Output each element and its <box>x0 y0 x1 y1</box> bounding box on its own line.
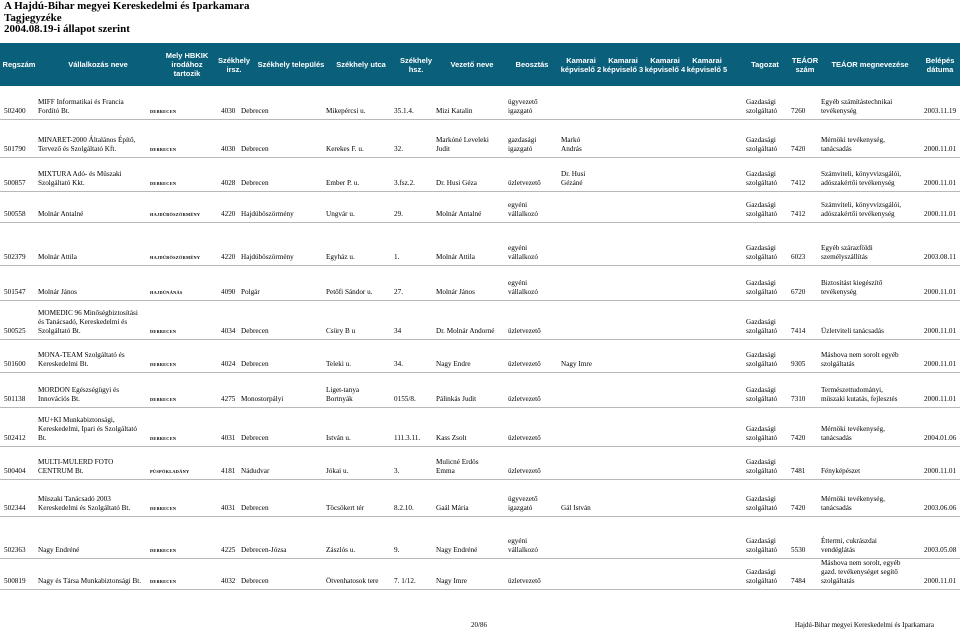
join-date: 2003.06.06 <box>924 504 957 512</box>
header-beosztas: Beosztás <box>515 60 549 69</box>
zip-code: 4225 <box>221 546 236 554</box>
regszam-cell: 501600 <box>4 360 26 368</box>
house-number: 34 <box>394 327 402 335</box>
street: Csüry B u <box>326 327 356 335</box>
regszam-cell: 500819 <box>4 577 26 585</box>
header-teor-nev: TEÁOR megnevezése <box>831 60 909 69</box>
teor-code: 7420 <box>791 434 806 442</box>
representative-2: Dr. Husi Gézáné <box>561 170 586 187</box>
teor-name: Biztosítást kiegészítő tevékenység <box>821 279 883 296</box>
header-belepes: Belépés dátuma <box>925 55 955 74</box>
title-line-1: A Hajdú-Bihar megyei Kereskedelmi és Iparkamara <box>4 0 250 12</box>
company-name: MINARET-2000 Általános Építő, Tervező és Szolgáltató Kft. <box>38 136 136 153</box>
teor-name: Mérnöki tevékenység, tanácsadás <box>821 495 885 512</box>
company-name: MIXTURA Adó- és Müszaki Szolgáltató Kkt. <box>38 170 122 187</box>
header-kk5: Kamarai képviselő 5 <box>686 55 728 74</box>
table-row <box>0 300 960 340</box>
regszam-cell: 502412 <box>4 434 26 442</box>
manager-name: Dr. Molnár Andorné <box>436 327 495 335</box>
section: Gazdasági szolgáltató <box>746 279 778 296</box>
house-number: 3.fsz.2. <box>394 179 415 187</box>
teor-code: 7412 <box>791 179 806 187</box>
header-telepules: Székhely település <box>257 60 325 69</box>
join-date: 2000.11.01 <box>924 145 957 153</box>
house-number: 111.3.11. <box>394 434 421 442</box>
city-name: Hajdúböszörmény <box>241 210 294 218</box>
position: egyéni vállalkozó <box>508 279 538 296</box>
header-kk2: Kamarai képviselő 2 <box>560 55 602 74</box>
zip-code: 4028 <box>221 179 236 187</box>
house-number: 1. <box>394 253 400 261</box>
office-city: PÜSPÖKLADÁNY <box>150 469 190 474</box>
header-teor-szam: TEÁOR szám <box>791 55 819 74</box>
join-date: 2004.01.06 <box>924 434 957 442</box>
representative-2: Markó András <box>561 136 582 153</box>
teor-code: 7484 <box>791 577 806 585</box>
city-name: Polgár <box>241 288 260 296</box>
manager-name: Nagy Endre <box>436 360 471 368</box>
header-irsz: Székhely irsz. <box>217 55 251 74</box>
office-city: DEBRECEN <box>150 579 177 584</box>
teor-name: Máshova nem sorolt, egyéb gazd. tevékenységet segítő szolgáltatás <box>821 559 901 585</box>
zip-code: 4275 <box>221 395 236 403</box>
zip-code: 4220 <box>221 253 236 261</box>
regszam-cell: 500525 <box>4 327 26 335</box>
manager-name: Molnár Antalné <box>436 210 482 218</box>
company-name: Molnár Attila <box>38 253 77 261</box>
join-date: 2000.11.01 <box>924 288 957 296</box>
house-number: 29. <box>394 210 403 218</box>
manager-name: Nagy Imre <box>436 577 467 585</box>
position: üzletvezető <box>508 179 541 187</box>
house-number: 7. 1/12. <box>394 577 416 585</box>
city-name: Debrecen <box>241 434 269 442</box>
office-city: DEBRECEN <box>150 181 177 186</box>
street: Liget-tanya Bortnyák <box>326 386 360 403</box>
house-number: 34. <box>394 360 403 368</box>
table-row <box>0 558 960 590</box>
zip-code: 4181 <box>221 467 236 475</box>
section: Gazdasági szolgáltató <box>746 351 778 368</box>
position: üzletvezető <box>508 360 541 368</box>
section: Gazdasági szolgáltató <box>746 318 778 335</box>
join-date: 2003.08.11 <box>924 253 957 261</box>
teor-name: Üzletviteli tanácsadás <box>821 327 884 335</box>
street: Zászlós u. <box>326 546 356 554</box>
house-number: 0155/8. <box>394 395 416 403</box>
position: ügyvezető igazgató <box>508 495 538 512</box>
teor-name: Fényképészet <box>821 467 861 475</box>
position: egyéni vállalkozó <box>508 537 538 554</box>
zip-code: 4031 <box>221 504 236 512</box>
zip-code: 4220 <box>221 210 236 218</box>
office-city: DEBRECEN <box>150 147 177 152</box>
office-city: DEBRECEN <box>150 362 177 367</box>
office-city: HAJDÚBÖSZÖRMÉNY <box>150 255 201 260</box>
table-header <box>0 43 960 86</box>
position: gazdasági igazgató <box>508 136 537 153</box>
teor-name: Máshova nem sorolt egyéb szolgáltatás <box>821 351 899 368</box>
zip-code: 4090 <box>221 288 236 296</box>
header-tagozat: Tagozat <box>751 60 779 69</box>
office-city: DEBRECEN <box>150 397 177 402</box>
header-utca: Székhely utca <box>336 60 386 69</box>
section: Gazdasági szolgáltató <box>746 244 778 261</box>
join-date: 2000.11.01 <box>924 467 957 475</box>
company-name: MONA-TEAM Szolgáltató és Kereskedelmi Bt. <box>38 351 125 368</box>
city-name: Monostorpályi <box>241 395 284 403</box>
position: üzletvezető <box>508 327 541 335</box>
manager-name: Nagy Endréné <box>436 546 478 554</box>
street: István u. <box>326 434 351 442</box>
manager-name: Mizi Katalin <box>436 107 473 115</box>
office-city: DEBRECEN <box>150 329 177 334</box>
zip-code: 4030 <box>221 107 236 115</box>
company-name: Nagy és Társa Munkabiztonsági Bt. <box>38 577 142 585</box>
teor-code: 7420 <box>791 504 806 512</box>
section: Gazdasági szolgáltató <box>746 537 778 554</box>
company-name: Molnár Antalné <box>38 210 84 218</box>
city-name: Debrecen <box>241 577 269 585</box>
street: Töcsökert tér <box>326 504 365 512</box>
footer-source: Hajdú-Bihar megyei Kereskedelmi és Iparkamara <box>794 621 934 629</box>
table-row <box>0 446 960 480</box>
teor-name: Számviteli, könyvvizsgálói, adószakértői tevékenység <box>821 170 902 187</box>
table-row <box>0 265 960 301</box>
company-name: MU+KI Munkabiztonsági, Kereskedelmi, Ipari és Szolgáltató Bt. <box>38 416 137 442</box>
position: üzletvezető <box>508 467 541 475</box>
regszam-cell: 501547 <box>4 288 26 296</box>
city-name: Debrecen <box>241 360 269 368</box>
section: Gazdasági szolgáltató <box>746 201 778 218</box>
company-name: Molnár János <box>38 288 77 296</box>
header-vezeto: Vezető neve <box>450 60 494 69</box>
street: Jókai u. <box>326 467 349 475</box>
street: Ötvenhatosok tere <box>326 577 379 585</box>
zip-code: 4024 <box>221 360 236 368</box>
regszam-cell: 500404 <box>4 467 26 475</box>
teor-code: 7420 <box>791 145 806 153</box>
position: egyéni vállalkozó <box>508 201 538 218</box>
office-city: DEBRECEN <box>150 109 177 114</box>
house-number: 27. <box>394 288 403 296</box>
teor-name: Mérnöki tevékenység, tanácsadás <box>821 136 885 153</box>
join-date: 2000.11.01 <box>924 210 957 218</box>
city-name: Hajdúböszörmény <box>241 253 294 261</box>
office-city: DEBRECEN <box>150 506 177 511</box>
teor-code: 6023 <box>791 253 806 261</box>
zip-code: 4030 <box>221 145 236 153</box>
teor-name: Egyéb szárazföldi személyszállítás <box>821 244 873 261</box>
street: Mikepércsi u. <box>326 107 366 115</box>
teor-code: 7481 <box>791 467 806 475</box>
teor-code: 7310 <box>791 395 806 403</box>
table-row <box>0 157 960 192</box>
zip-code: 4034 <box>221 327 236 335</box>
teor-name: Mérnöki tevékenység, tanácsadás <box>821 425 885 442</box>
city-name: Debrecen <box>241 145 269 153</box>
table-row <box>0 222 960 266</box>
table-row <box>0 88 960 120</box>
join-date: 2000.11.01 <box>924 179 957 187</box>
office-city: HAJDÚNÁNÁS <box>150 290 183 295</box>
regszam-cell: 501138 <box>4 395 26 403</box>
street: Petőfi Sándor u. <box>326 288 373 296</box>
company-name: MIFF Informatikai és Francia Fordító Bt. <box>38 98 124 115</box>
office-city: DEBRECEN <box>150 436 177 441</box>
page-number: 20/86 <box>471 621 487 629</box>
city-name: Debrecen <box>241 327 269 335</box>
teor-code: 7414 <box>791 327 806 335</box>
regszam-cell: 502344 <box>4 504 26 512</box>
table-row <box>0 191 960 223</box>
city-name: Debrecen <box>241 107 269 115</box>
table-row <box>0 516 960 559</box>
regszam-cell: 500857 <box>4 179 26 187</box>
manager-name: Molnár János <box>436 288 475 296</box>
city-name: Debrecen-Józsa <box>241 546 287 554</box>
document-title <box>4 1 250 36</box>
section: Gazdasági szolgáltató <box>746 568 778 585</box>
header-kk3: Kamarai képviselő 3 <box>602 55 644 74</box>
house-number: 35.1.4. <box>394 107 414 115</box>
teor-name: Természettudományi, müszaki kutatás, fejlesztés <box>821 386 898 403</box>
city-name: Debrecen <box>241 179 269 187</box>
header-vallalkozas: Vállalkozás neve <box>68 60 128 69</box>
house-number: 3. <box>394 467 400 475</box>
section: Gazdasági szolgáltató <box>746 136 778 153</box>
table-row <box>0 339 960 373</box>
zip-code: 4031 <box>221 434 236 442</box>
section: Gazdasági szolgáltató <box>746 458 778 475</box>
company-name: MORDON Egészségügyi és Innovációs Bt. <box>38 386 120 403</box>
join-date: 2000.11.01 <box>924 327 957 335</box>
position: üzletvezető <box>508 434 541 442</box>
section: Gazdasági szolgáltató <box>746 170 778 187</box>
section: Gazdasági szolgáltató <box>746 425 778 442</box>
street: Kerekes F. u. <box>326 145 364 153</box>
representative-2: Nagy Imre <box>561 360 592 368</box>
section: Gazdasági szolgáltató <box>746 386 778 403</box>
company-name: MOMEDIC 96 Minőségbiztosítási és Tanácsadó, Kereskedelmi és Szolgáltató Bt. <box>38 309 138 335</box>
teor-code: 9305 <box>791 360 806 368</box>
street: Ember P. u. <box>326 179 360 187</box>
position: üzletvezető <box>508 577 541 585</box>
header-kk4: Kamarai képviselő 4 <box>644 55 686 74</box>
office-city: HAJDÚBÖSZÖRMÉNY <box>150 212 201 217</box>
regszam-cell: 502400 <box>4 107 26 115</box>
manager-name: Mulicné Erdös Emma <box>436 458 479 475</box>
table-row <box>0 372 960 408</box>
join-date: 2000.11.01 <box>924 577 957 585</box>
company-name: Nagy Endréné <box>38 546 80 554</box>
table-row <box>0 407 960 447</box>
regszam-cell: 501790 <box>4 145 26 153</box>
table-row <box>0 479 960 517</box>
position: üzletvezető <box>508 395 541 403</box>
teor-code: 7412 <box>791 210 806 218</box>
teor-name: Egyéb számítástechnikai tevékenység <box>821 98 893 115</box>
street: Egyház u. <box>326 253 355 261</box>
house-number: 8.2.10. <box>394 504 414 512</box>
section: Gazdasági szolgáltató <box>746 98 778 115</box>
manager-name: Kass Zsolt <box>436 434 467 442</box>
manager-name: Pálinkás Judit <box>436 395 477 403</box>
office-city: DEBRECEN <box>150 548 177 553</box>
join-date: 2000.11.01 <box>924 360 957 368</box>
company-name: Müszaki Tanácsadó 2003 Kereskedelmi és Szolgáltató Bt. <box>38 495 131 512</box>
manager-name: Molnár Attila <box>436 253 475 261</box>
teor-name: Éttermi, cukrászdai vendéglátás <box>821 537 877 554</box>
title-line-3: 2004.08.19-i állapot szerint <box>4 23 130 35</box>
position: egyéni vállalkozó <box>508 244 538 261</box>
zip-code: 4032 <box>221 577 236 585</box>
join-date: 2003.11.19 <box>924 107 957 115</box>
house-number: 32. <box>394 145 403 153</box>
section: Gazdasági szolgáltató <box>746 495 778 512</box>
header-regszam: Regszám <box>2 60 36 69</box>
header-hsz: Székhely hsz. <box>399 55 433 74</box>
city-name: Debrecen <box>241 504 269 512</box>
title-line-2: Tagjegyzéke <box>4 11 62 24</box>
teor-name: Számviteli, könyvvizsgálói, adószakértői tevékenység <box>821 201 902 218</box>
regszam-cell: 502363 <box>4 546 26 554</box>
teor-code: 5530 <box>791 546 806 554</box>
regszam-cell: 502379 <box>4 253 26 261</box>
manager-name: Markóné Leveleki Judit <box>436 136 489 153</box>
table-row <box>0 119 960 158</box>
join-date: 2000.11.01 <box>924 395 957 403</box>
street: Ungvár u. <box>326 210 355 218</box>
header-hbkik: Mely HBKIK irodához tartozik <box>165 51 209 78</box>
position: ügyvezető igazgató <box>508 98 538 115</box>
regszam-cell: 500558 <box>4 210 26 218</box>
manager-name: Dr. Husi Géza <box>436 179 477 187</box>
join-date: 2003.05.08 <box>924 546 957 554</box>
teor-code: 7260 <box>791 107 806 115</box>
manager-name: Gaál Mária <box>436 504 469 512</box>
representative-2: Gál István <box>561 504 591 512</box>
street: Teleki u. <box>326 360 352 368</box>
company-name: MULTI-MULERD FOTO CENTRUM Bt. <box>38 458 114 475</box>
house-number: 9. <box>394 546 400 554</box>
teor-code: 6720 <box>791 288 806 296</box>
city-name: Nádudvar <box>241 467 270 475</box>
